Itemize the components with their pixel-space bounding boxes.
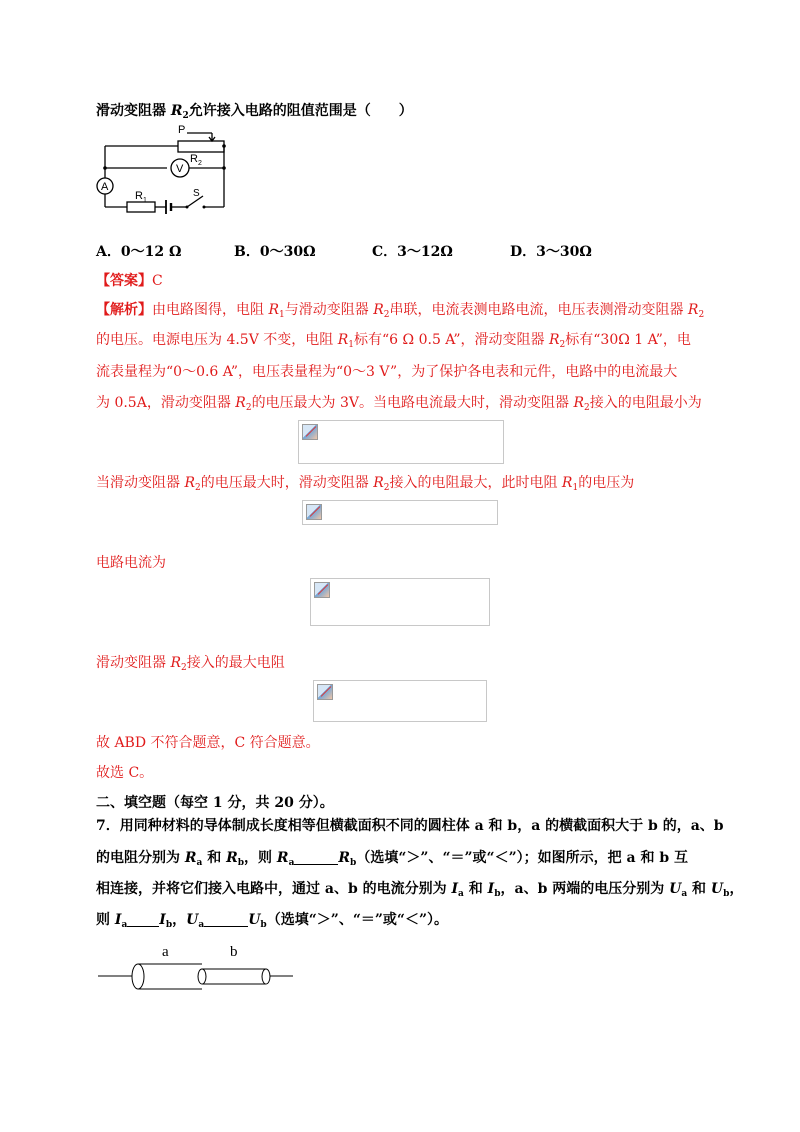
junction-dot (222, 166, 226, 170)
var-i: I (114, 912, 122, 928)
text: 故选 C。 (96, 765, 154, 781)
text: 和 (687, 881, 711, 897)
text: 的电阻分别为 (96, 850, 185, 866)
text: 7．用同种材料的导体制成长度相等但横截面积不同的圆柱体 a 和 b，a 的横截面积大于 b 的，a、b (96, 818, 724, 834)
option-text: 0～12 Ω (120, 244, 182, 260)
formula-image-1 (298, 420, 504, 464)
q7-line-2 (96, 847, 688, 868)
answer-blank-1[interactable] (294, 850, 338, 865)
analysis-line-1 (96, 298, 704, 327)
voltmeter-label: V (176, 163, 184, 175)
text: 的电压为 (578, 475, 635, 491)
text: ， (729, 881, 744, 897)
text: 滑动变阻器 (96, 655, 171, 671)
var-u: U (248, 912, 261, 928)
sub: a (458, 889, 464, 899)
var-r: R (373, 475, 384, 491)
sub: a (121, 920, 128, 930)
junction-dot (103, 166, 107, 170)
text: 相连接，并将它们接入电路中，通过 a、b 的电流分别为 (96, 881, 452, 897)
text: 的电压最大时，滑动变阻器 (200, 475, 374, 491)
label-p: P (178, 124, 186, 136)
sub: 2 (584, 403, 590, 413)
broken-image-icon (302, 424, 318, 440)
text: （选填“＞”、“＝”或“＜”）；如图所示，把 a 和 b 互 (356, 850, 689, 866)
switch-pivot (186, 206, 189, 209)
formula-image-4 (313, 680, 487, 722)
sub: 1 (348, 340, 355, 350)
section-title: 二、填空题（每空 1 分，共 20 分）。 (96, 795, 334, 811)
sub: a (198, 920, 205, 930)
var-u: U (710, 881, 724, 897)
text: 串联，电流表测电路电流，电压表测滑动变阻器 (389, 302, 688, 318)
label-s: S (193, 188, 200, 199)
sub: 2 (245, 403, 252, 413)
text: ，a、b 两端的电压分别为 (500, 881, 670, 897)
label-a: a (162, 944, 169, 960)
question-stem (96, 100, 413, 121)
var-r: R (561, 475, 573, 491)
sub: b (165, 920, 173, 930)
formula-image-3 (310, 578, 490, 626)
text: 接入的最大电阻 (186, 655, 285, 671)
option-a[interactable] (96, 241, 181, 261)
text: （选填“＞”、“＝”或“＜”）。 (266, 912, 449, 928)
analysis-tag: 【解析】 (96, 302, 152, 318)
text: 接入的电阻最大，此时电阻 (389, 475, 562, 491)
sub: b (260, 920, 267, 930)
var-r: R (184, 850, 197, 866)
var-r: R (338, 850, 351, 866)
text: 标有“6 Ω 0.5 A”，滑动变阻器 (354, 332, 549, 348)
text: 流表量程为“0～0.6 A”，电压表量程为“0～3 V”，为了保护各电表和元件，电路中的电流最大 (96, 364, 678, 380)
text: 为 0.5A，滑动变阻器 (96, 395, 236, 411)
answer-tag: 【答案】 (96, 273, 152, 289)
var-i: I (451, 881, 459, 897)
q7-line-1 (96, 815, 724, 835)
sub-2: 2 (182, 111, 189, 121)
text: 的电压。电源电压为 4.5V 不变，电阻 (96, 332, 338, 348)
broken-image-icon (314, 582, 330, 598)
formula-image-2 (302, 500, 498, 525)
label-r2-sub: 2 (198, 160, 202, 167)
analysis-line-7 (96, 651, 285, 680)
text: 故 ABD 不符合题意，C 符合题意。 (96, 735, 320, 751)
text: 和 (463, 881, 488, 897)
text: 的电压最大为 3V。当电路电流最大时，滑动变阻器 (251, 395, 574, 411)
sub: 2 (195, 483, 201, 493)
var-r: R (337, 332, 349, 348)
ammeter-label: A (101, 181, 109, 193)
var-r: R (170, 655, 181, 671)
text: ，则 (244, 850, 277, 866)
sub: a (196, 858, 203, 868)
sub: 2 (383, 310, 390, 320)
analysis-line-8 (96, 731, 320, 755)
option-letter: A． (96, 244, 121, 260)
sub: 1 (572, 483, 579, 493)
sub: a (288, 858, 295, 868)
var-r: R (276, 850, 289, 866)
broken-image-icon (317, 684, 333, 700)
sub: b (237, 858, 245, 868)
var-r: R (170, 103, 183, 119)
var-r: R (548, 332, 560, 348)
text: 电路电流为 (96, 555, 166, 571)
analysis-line-2 (96, 328, 691, 357)
answer-value: C (152, 273, 163, 289)
answer-blank-3[interactable] (204, 912, 248, 927)
circuit-diagram (92, 122, 242, 220)
stem-text-rest: 允许接入电路的阻值范围是（ ） (188, 103, 413, 119)
answer-line (96, 269, 163, 293)
analysis-line-4 (96, 391, 702, 420)
option-letter: D． (510, 244, 537, 260)
var-u: U (186, 912, 199, 928)
var-r: R (687, 302, 699, 318)
var-i: I (487, 881, 495, 897)
text: 和 (202, 850, 227, 866)
q7-line-4 (96, 909, 448, 930)
var-r: R (226, 850, 238, 866)
broken-image-icon (306, 504, 322, 520)
analysis-line-9 (96, 761, 153, 785)
option-text: 0～30Ω (259, 244, 316, 260)
label-b: b (230, 944, 238, 960)
switch-contact (203, 206, 206, 209)
text: 接入的电阻最小为 (589, 395, 702, 411)
analysis-line-6 (96, 551, 166, 575)
text: 标有“30Ω 1 A”，电 (565, 332, 691, 348)
analysis-line-5 (96, 471, 634, 500)
option-letter: B． (234, 244, 260, 260)
sub: a (681, 889, 688, 899)
sub: b (350, 858, 357, 868)
text: ， (172, 912, 187, 928)
text: 当滑动变阻器 (96, 475, 185, 491)
var-r: R (573, 395, 585, 411)
sub: b (723, 889, 730, 899)
option-text: 3～30Ω (536, 244, 592, 260)
option-text: 3～12Ω (397, 244, 453, 260)
var-r: R (184, 475, 195, 491)
var-u: U (669, 881, 682, 897)
label-r1-sub: 1 (143, 197, 147, 204)
text: 与滑动变阻器 (284, 302, 374, 318)
sub: 2 (181, 663, 187, 673)
var-r: R (235, 395, 246, 411)
option-letter: C． (372, 244, 398, 260)
sub: 1 (279, 310, 285, 320)
label-r2: R (190, 153, 198, 165)
analysis-line-3 (96, 360, 677, 384)
option-b[interactable] (234, 241, 316, 261)
stem-text: 滑动变阻器 (96, 103, 171, 119)
text: 则 (96, 912, 115, 928)
sub: b (494, 889, 501, 899)
label-r1: R (135, 190, 143, 202)
text: 由电路图得，电阻 (152, 302, 269, 318)
sub: 2 (383, 483, 390, 493)
q7-line-3 (96, 878, 743, 899)
option-c[interactable] (372, 241, 453, 261)
var-r: R (268, 302, 279, 318)
cylinder-figure (98, 940, 298, 998)
var-i: I (159, 912, 166, 928)
sub: 2 (559, 340, 566, 350)
sub: 2 (698, 310, 705, 320)
option-d[interactable] (510, 241, 592, 261)
answer-blank-2[interactable] (127, 912, 159, 927)
junction-dot (222, 144, 226, 148)
var-r: R (373, 302, 384, 318)
